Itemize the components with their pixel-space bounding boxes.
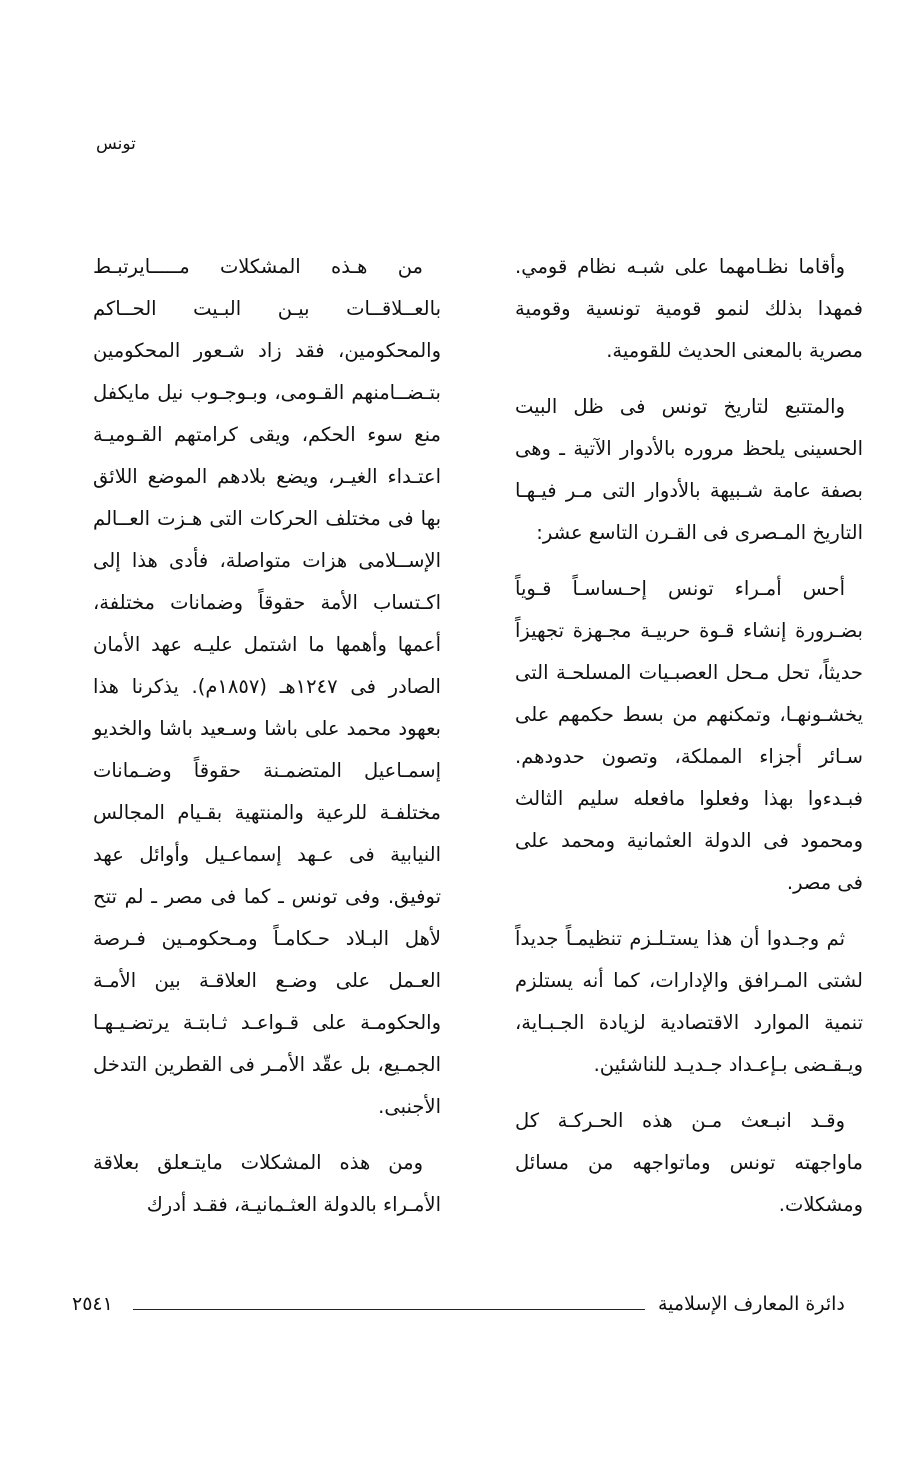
paragraph: وأقاما نظـامهما على شبـه نظام قومي. فمهدا بذلك لنمو قومية تونسية وقومية مصرية بالمعنى الحديث للقومية. [515, 255, 863, 362]
paragraph: وقـد انبـعث مـن هذه الحـركـة كل ماواجهته تونس وماتواجهه من مسائل ومشكلات. [515, 1109, 863, 1216]
paragraph: ومن هذه المشكلات مايتـعلق بعلاقة الأمـراء بالدولة العثـمانيـة، فقـد أدرك [93, 1151, 441, 1216]
running-head: تونس [96, 134, 136, 154]
footer-rule [133, 1309, 645, 1310]
publication-title: دائرة المعارف الإسلامية [658, 1293, 845, 1315]
paragraph: ثم وجـدوا أن هذا يستـلـزم تنظيمـاً جديداً لشتى المـرافق والإدارات، كما أنه يستلزم تنمية الموارد الاقتصادية لزيادة الجـبـاية، ويـقـضى بـإعـداد جـديـد للناشئين. [515, 927, 863, 1076]
page-number: ٢٥٤١ [72, 1293, 113, 1315]
paragraph: والمتتبع لتاريخ تونس فى ظل البيت الحسينى يلحظ مروره بالأدوار الآتية ـ وهى بصفة عامة شـبيهة بالأدوار التى مـر فيـهـا التاريخ المـصرى فى القـرن التاسع عشر: [515, 395, 863, 544]
right-column [515, 246, 863, 1240]
left-column [93, 246, 441, 1240]
paragraph: أحس أمـراء تونس إحـساسـاً قـوياً بضـرورة إنشاء قـوة حربيـة مجـهزة تجهيزاً حديثاً، تحل مـحل العصبـيات المسلحـة التى يخشـونهـا، وتمكنهم من بسط حكمهم على سـائر أجزاء المملكة، وتصون حدودهم. فبـدءوا بهذا وفعلوا مافعله سليم الثالث ومحمود فى الدولة العثمانية ومحمد على فى مصر. [515, 577, 863, 894]
paragraph: من هـذه المشكلات مـــــايرتبـط بالعــلاقــات بيـن البـيت الحــاكم والمحكومين، فقد زاد شـعور المحكومين بتـضــامنهم القـومى، وبـوجـوب نيل مايكفل منع سوء الحكم، ويقى كرامتهم القـوميـة اعتـداء الغيـر، ويضع بلادهم الموضع اللائق بها فى مختلف الحركات التى هـزت العــالم الإســلامى هزات متواصلة، فأدى هذا إلى اكـتساب الأمة حقوقاً وضمانات مختلفة، أعمها وأهمها ما اشتمل عليـه عهد الأمان الصادر فى ١٢٤٧هـ (١٨٥٧م). يذكرنا هذا بعهود محمد على باشا وسـعيد باشا والخديو إسمـاعيل المتضمـنة حقوقاً وضـمانات مختلفـة للرعية والمنتهية بقـيام المجالس النيابية فى عـهد إسماعـيل وأوائل عهد توفيق. وفى تونس ـ كما فى مصر ـ لم تتح لأهل البـلاد حـكامـاً ومـحكومـين فـرصة العـمل على وضـع العلاقـة بين الأمـة والحكومـة على قـواعـد ثـابتـة يرتضـيـهـا الجمـيع، بل عقّد الأمـر فى القطرين التدخل الأجنبى. [93, 255, 441, 1118]
